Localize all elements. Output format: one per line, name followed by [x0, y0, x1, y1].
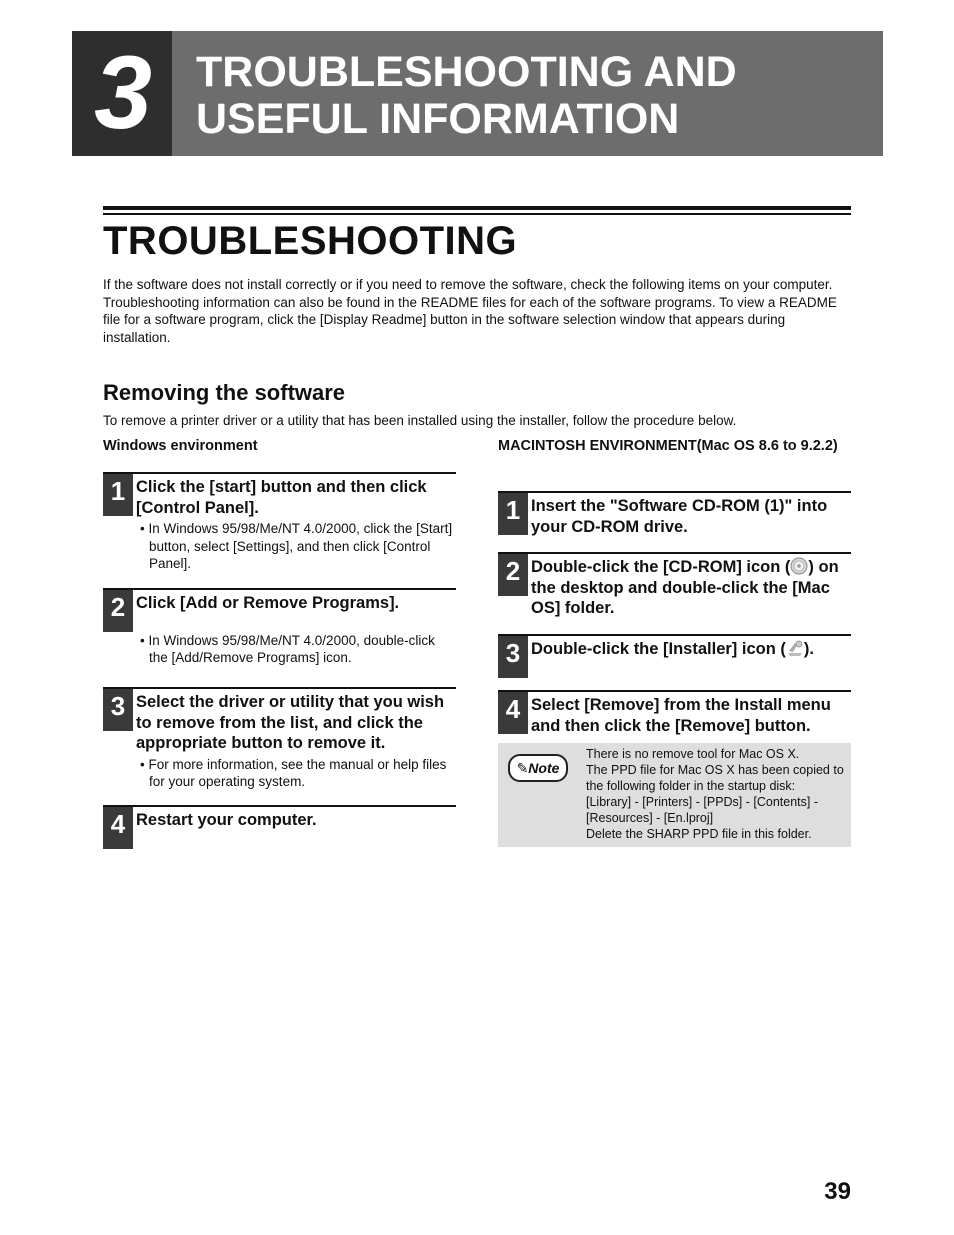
chapter-title-line2: USEFUL INFORMATION — [196, 95, 680, 143]
step-text-part: ) on the desktop and double-click the [Mac OS] folder. — [531, 558, 839, 617]
intro-paragraph: If the software does not install correctly or if you need to remove the software, check the following items on your computer. — [103, 277, 833, 292]
intro-paragraph: Troubleshooting information can also be found in the README files for each of the software programs. To view a README file for a software program, click the [Display Readme] button in the software selection window that appears during installation. — [103, 294, 837, 345]
section-rule-thin — [103, 213, 851, 215]
note-pencil-icon: ✎ — [516, 760, 529, 776]
mac-step-2 — [498, 552, 851, 622]
step-text: Click [Add or Remove Programs]. — [136, 594, 400, 612]
installer-icon — [786, 639, 804, 657]
note-badge-label: Note — [528, 760, 560, 776]
windows-step-4 — [103, 805, 456, 851]
section-title: TROUBLESHOOTING — [103, 219, 518, 263]
step-text: Select [Remove] from the Install menu and then click the [Remove] button. — [531, 696, 831, 735]
step-text — [531, 636, 851, 660]
cd-rom-icon — [790, 557, 808, 575]
section-rule-thick — [103, 206, 851, 210]
step-text: Restart your computer. — [136, 811, 317, 829]
note-line: There is no remove tool for Mac OS X. — [586, 747, 800, 761]
chapter-number: 3 — [72, 31, 172, 156]
step-number: 1 — [498, 493, 528, 535]
note-text — [586, 746, 848, 842]
step-number: 3 — [103, 689, 133, 731]
step-text-part: Double-click the [CD-ROM] icon ( — [531, 558, 791, 576]
mac-step-4 — [498, 690, 851, 740]
mac-heading: MACINTOSH ENVIRONMENT(Mac OS 8.6 to 9.2.2) — [498, 438, 838, 454]
step-number: 1 — [103, 474, 133, 516]
windows-heading: Windows environment — [103, 438, 258, 454]
page-number: 39 — [824, 1178, 851, 1205]
chapter-banner — [72, 31, 883, 156]
step-bullet: • In Windows 95/98/Me/NT 4.0/2000, double-click the [Add/Remove Programs] icon. — [140, 632, 435, 665]
chapter-title — [196, 49, 737, 143]
step-text: Select the driver or utility that you wish to remove from the list, and click the appropriate button to remove it. — [136, 693, 445, 752]
note-line: [Library] - [Printers] - [PPDs] - [Contents] - [Resources] - [En.lproj] — [586, 795, 819, 825]
note-badge — [508, 754, 568, 782]
removing-intro: To remove a printer driver or a utility that has been installed using the installer, follow the procedure below. — [103, 413, 737, 428]
note-box — [498, 743, 851, 847]
step-text-part: Double-click the [Installer] icon ( — [531, 640, 786, 658]
windows-step-1 — [103, 472, 456, 574]
windows-step-2 — [103, 588, 456, 680]
mac-step-1 — [498, 491, 851, 541]
removing-heading: Removing the software — [103, 380, 346, 405]
step-number: 2 — [498, 554, 528, 596]
windows-step-3 — [103, 687, 456, 794]
section-intro — [103, 276, 843, 346]
step-bullet: • For more information, see the manual or help files for your operating system. — [140, 756, 447, 789]
step-number: 3 — [498, 636, 528, 678]
note-line: The PPD file for Mac OS X has been copied to the following folder in the startup disk: — [586, 763, 844, 793]
step-text-part: ). — [803, 640, 814, 658]
step-text: Insert the "Software CD-ROM (1)" into your CD-ROM drive. — [531, 497, 828, 536]
step-number: 2 — [103, 590, 133, 632]
chapter-title-line1: TROUBLESHOOTING AND — [196, 48, 737, 96]
step-text: Click the [start] button and then click [Control Panel]. — [136, 478, 427, 517]
step-number: 4 — [498, 692, 528, 734]
step-bullet: • In Windows 95/98/Me/NT 4.0/2000, click the [Start] button, select [Settings], and then click [Control Panel]. — [140, 521, 453, 571]
step-number: 4 — [103, 807, 133, 849]
note-line: Delete the SHARP PPD file in this folder. — [586, 827, 812, 841]
mac-step-3 — [498, 634, 851, 678]
step-text — [531, 554, 851, 619]
